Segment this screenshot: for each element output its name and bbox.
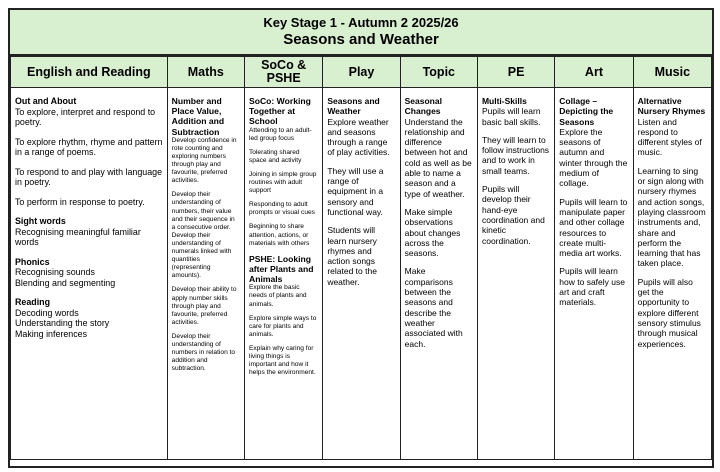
header-soco-pshe: SoCo & PSHE: [244, 57, 322, 88]
pe-p3: Pupils will develop their hand-eye coordination and kinetic coordination.: [481, 184, 545, 246]
music-p1: Listen and respond to different styles of music.: [637, 116, 702, 158]
header-music: Music: [633, 57, 711, 88]
english-out-3: To respond to and play with language in poetry.: [15, 166, 163, 187]
header-maths: Maths: [167, 57, 244, 88]
english-phonics-1: Recognising sounds: [15, 267, 95, 277]
soco-pshe-cell: [244, 88, 322, 460]
title-banner: [10, 10, 712, 56]
pe-p1: Pupils will learn basic ball skills.: [481, 106, 541, 127]
maths-p3: Develop their understanding of numerals linked with quantities (representing amounts).: [171, 231, 232, 280]
english-cell: [11, 88, 168, 460]
content-row: [11, 88, 712, 460]
header-row: [11, 57, 712, 88]
topic-p1: Understand the relationship and difference between hot and cold as well as be able to name a season and a type of weather.: [404, 116, 472, 199]
pshe-heading: PSHE: Looking after Plants and Animals: [248, 253, 314, 285]
pshe-p3: Explain why caring for living things is important and how it helps the environment.: [248, 344, 316, 377]
maths-p5: Develop their understanding of numbers in relation to addition and subtraction.: [171, 332, 236, 373]
maths-p4: Develop their ability to apply number skills through play and favourite, preferred activities.: [171, 286, 237, 326]
english-reading-1: Decoding words: [15, 307, 79, 318]
maths-p2: Develop their understanding of numbers, their value and their sequence in a consecutive order.: [171, 191, 235, 231]
english-reading-heading: Reading: [15, 297, 51, 307]
page-title: Seasons and Weather: [283, 31, 439, 48]
page-subtitle: Key Stage 1 - Autumn 2 2025/26: [263, 15, 459, 30]
english-out-4: To perform in response to poetry.: [15, 196, 145, 207]
header-pe: PE: [477, 57, 554, 88]
english-phonics-2: Blending and segmenting: [15, 277, 116, 288]
header-play: Play: [323, 57, 400, 88]
maths-cell: [167, 88, 244, 460]
english-out-2: To explore rhythm, rhyme and pattern in a range of poems.: [15, 136, 163, 157]
topic-p2: Make simple observations about changes across the seasons.: [404, 206, 461, 259]
pshe-p2: Explore simple ways to care for plants and animals.: [248, 314, 317, 338]
soco-p2: Tolerating shared space and activity: [248, 148, 302, 164]
topic-p3: Make comparisons between the seasons and describe the weather associated with each.: [404, 266, 463, 349]
soco-p1: Attending to an adult-led group focus: [248, 126, 312, 142]
art-p1: Explore the seasons of autumn and winter through the medium of collage.: [559, 126, 628, 189]
play-p3: Students will learn nursery rhymes and action songs related to the weather.: [327, 225, 377, 287]
art-heading: Collage – Depicting the Seasons: [559, 96, 614, 127]
play-p2: They will use a range of equipment in a sensory and functional way.: [327, 165, 384, 217]
music-p2: Learning to sing or sign along with nursery rhymes and action songs, playing classroom instruments and, share and perform the learning that has taken place.: [637, 165, 706, 269]
curriculum-overview: [8, 8, 714, 468]
header-topic: Topic: [400, 57, 477, 88]
soco-p5: Beginning to share attention, actions, or materials with others: [248, 223, 310, 247]
play-p1: Explore weather and seasons through a range of play activities.: [327, 116, 390, 158]
header-art: Art: [555, 57, 633, 88]
english-reading-2: Understanding the story: [15, 318, 110, 328]
english-sight-1: Recognising meaningful familiar words: [15, 226, 141, 247]
maths-heading: Number and Place Value, Addition and Subtraction: [171, 96, 225, 137]
music-heading: Alternative Nursery Rhymes: [637, 96, 706, 117]
soco-heading: SoCo: Working Together at School: [248, 96, 311, 127]
pe-cell: [477, 88, 554, 460]
english-reading-3: Making inferences: [15, 328, 88, 339]
header-english: English and Reading: [11, 57, 168, 88]
play-cell: [323, 88, 400, 460]
art-p2: Pupils will learn to manipulate paper and other collage resources to create multi-media art works.: [559, 196, 628, 259]
art-p3: Pupils will learn how to safely use art and craft materials.: [559, 266, 625, 308]
music-p3: Pupils will also get the opportunity to explore different sensory stimulus through musical experiences.: [637, 276, 701, 349]
art-cell: [555, 88, 633, 460]
music-cell: [633, 88, 711, 460]
topic-heading: Seasonal Changes: [404, 96, 442, 117]
pe-heading: Multi-Skills: [481, 96, 527, 106]
pe-p2: They will learn to follow instructions and to work in small teams.: [481, 134, 550, 176]
english-phonics-heading: Phonics: [15, 256, 50, 267]
english-out-heading: Out and About: [15, 96, 77, 106]
topic-cell: [400, 88, 477, 460]
english-out-1: To explore, interpret and respond to poetry.: [15, 106, 156, 127]
soco-p3: Joining in simple group routines with adult support: [248, 170, 317, 195]
maths-p1: Develop confidence in rote counting and exploring numbers through play and favourite, preferred activities.: [171, 136, 237, 185]
curriculum-table: [10, 56, 712, 460]
soco-p4: Responding to adult prompts or visual cues: [248, 201, 315, 217]
pshe-p1: Explore the basic needs of plants and animals.: [248, 284, 307, 308]
english-sight-heading: Sight words: [15, 216, 66, 226]
play-heading: Seasons and Weather: [327, 96, 380, 117]
